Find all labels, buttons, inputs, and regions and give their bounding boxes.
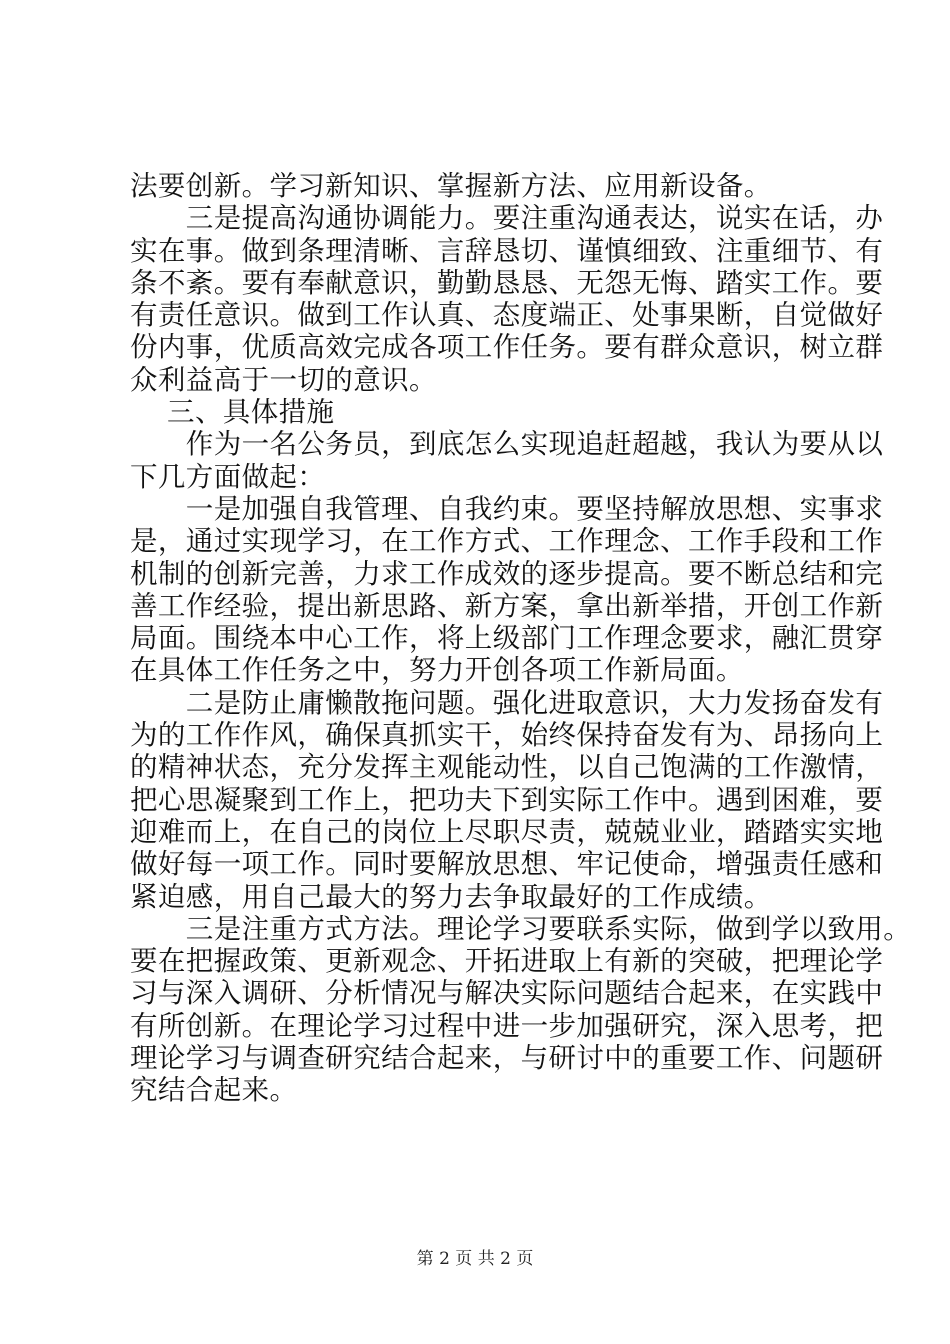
text-line: 局面。围绕本中心工作，将上级部门工作理念要求，融汇贯穿 — [130, 622, 884, 655]
text-line: 三、具体措施 — [130, 396, 335, 429]
text-line: 三是注重方式方法。理论学习要联系实际，做到学以致用。 — [130, 912, 912, 945]
text-line: 下几方面做起： — [130, 460, 326, 493]
text-line: 理论学习与调查研究结合起来，与研讨中的重要工作、问题研 — [130, 1042, 884, 1075]
page-footer: 第 2 页 共 2 页 — [416, 1249, 534, 1269]
text-line: 众利益高于一切的意识。 — [130, 363, 437, 396]
text-line: 是，通过实现学习，在工作方式、工作理念、工作手段和工作 — [130, 525, 884, 558]
text-line: 究结合起来。 — [130, 1074, 298, 1107]
text-line: 条不紊。要有奉献意识，勤勤恳恳、无怨无悔、踏实工作。要 — [130, 266, 884, 299]
text-line: 实在事。做到条理清晰、言辞恳切、谨慎细致、注重细节、有 — [130, 234, 884, 267]
text-line: 有责任意识。做到工作认真、态度端正、处事果断，自觉做好 — [130, 299, 884, 332]
text-line: 二是防止庸懒散拖问题。强化进取意识，大力发扬奋发有 — [130, 686, 884, 719]
text-line: 在具体工作任务之中，努力开创各项工作新局面。 — [130, 654, 744, 687]
text-line: 法要创新。学习新知识、掌握新方法、应用新设备。 — [130, 170, 772, 202]
text-line: 把心思凝聚到工作上，把功夫下到实际工作中。遇到困难，要 — [130, 783, 884, 816]
text-line: 做好每一项工作。同时要解放思想、牢记使命，增强责任感和 — [130, 848, 884, 881]
text-line: 的精神状态，充分发挥主观能动性，以自己饱满的工作激情， — [130, 751, 884, 784]
text-line: 善工作经验，提出新思路、新方案，拿出新举措，开创工作新 — [130, 589, 884, 622]
text-line: 机制的创新完善，力求工作成效的逐步提高。要不断总结和完 — [130, 557, 884, 590]
text-line: 作为一名公务员，到底怎么实现追赶超越，我认为要从以 — [130, 428, 884, 461]
text-line: 一是加强自我管理、自我约束。要坚持解放思想、实事求 — [130, 492, 884, 525]
text-line: 份内事，优质高效完成各项工作任务。要有群众意识，树立群 — [130, 331, 884, 364]
text-line: 有所创新。在理论学习过程中进一步加强研究，深入思考，把 — [130, 1009, 884, 1042]
text-line: 三是提高沟通协调能力。要注重沟通表达，说实在话，办 — [130, 202, 884, 235]
text-line: 迎难而上，在自己的岗位上尽职尽责，兢兢业业，踏踏实实地 — [130, 815, 884, 848]
text-line: 习与深入调研、分析情况与解决实际问题结合起来，在实践中 — [130, 977, 884, 1010]
text-line: 紧迫感，用自己最大的努力去争取最好的工作成绩。 — [130, 880, 772, 913]
body-text — [130, 170, 912, 1107]
text-line: 为的工作作风，确保真抓实干，始终保持奋发有为、昂扬向上 — [130, 719, 884, 752]
text-line: 要在把握政策、更新观念、开拓进取上有新的突破，把理论学 — [130, 945, 884, 978]
